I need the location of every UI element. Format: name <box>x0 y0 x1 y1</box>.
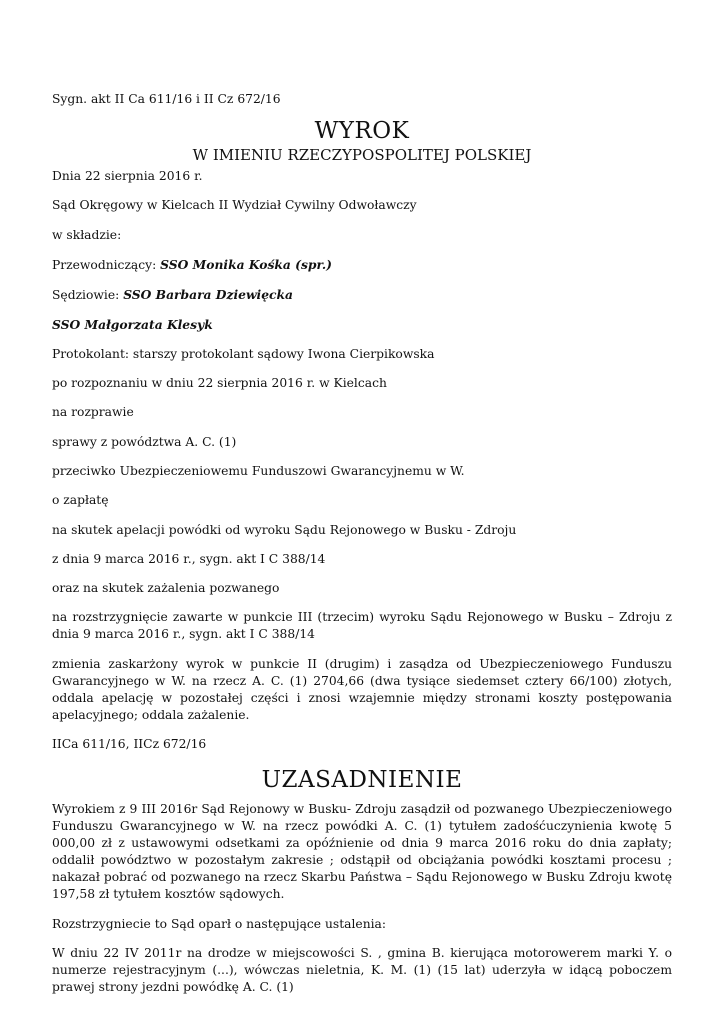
case-line: sprawy z powództwa A. C. (1) <box>52 434 237 449</box>
ruling-paragraph: zmienia zaskarżony wyrok w punkcie II (drugim) i zasądza od Ubezpieczeniowego Funduszu Gwarancyjnego w W. na rzecz A. C. (1) 2704,66 (dwa tysiące siedemset cztery 66/100) złotych, oddala apelację w pozostałej części i znosi wzajemnie między stronami koszty postępowania apelacyjnego; oddala zażalenie. <box>52 656 672 722</box>
session-line: na rozprawie <box>52 405 134 420</box>
justification-paragraph-2: Rozstrzygniecie to Sąd oparł o następujące ustalenia: <box>52 916 387 931</box>
against-line: przeciwko Ubezpieczeniowemu Funduszowi Gwarancyjnemu w W. <box>52 463 465 478</box>
hearing-line: po rozpoznaniu w dniu 22 sierpnia 2016 r. w Kielcach <box>52 376 387 391</box>
judges-line <box>52 286 672 304</box>
chair-name: SSO Monika Kośka (spr.) <box>160 256 332 272</box>
complaint-subject-paragraph: na rozstrzygnięcie zawarte w punkcie III (trzecim) wyroku Sądu Rejonowego w Busku – Zdroju z dnia 9 marca 2016 r., sygn. akt I C 388/14 <box>52 610 672 642</box>
appeal-line: na skutek apelacji powódki od wyroku Sądu Rejonowego w Busku - Zdroju <box>52 522 517 537</box>
appeal-date-line: z dnia 9 marca 2016 r., sygn. akt I C 388/14 <box>52 551 326 566</box>
case-signature: Sygn. akt II Ca 611/16 i II Cz 672/16 <box>52 92 281 106</box>
composition-label: w składzie: <box>52 227 122 242</box>
chair-line <box>52 256 672 274</box>
complaint-line: oraz na skutek zażalenia pozwanego <box>52 581 280 596</box>
case-signature-2: IICa 611/16, IICz 672/16 <box>52 737 207 752</box>
chair-label: Przewodniczący: <box>52 257 161 272</box>
judgment-subtitle: W IMIENIU RZECZYPOSPOLITEJ POLSKIEJ <box>192 146 532 164</box>
document-content <box>52 91 672 1008</box>
justification-paragraph-1: Wyrokiem z 9 III 2016r Sąd Rejonowy w Busku- Zdroju zasądził od pozwanego Ubezpieczeniowego Funduszu Gwarancyjnego w W. na rzecz powódki A. C. (1) tytułem zadośćuczynienia kwotę 5 000,00 zł z ustawowymi odsetkami za opóźnienie od dnia 9 marca 2016 roku do dnia zapłaty; oddalił powództwo w pozostałym zakresie ; odstąpił od obciążania powódki kosztami procesu ; nakazał pobrać od pozwanego na rzecz Skarbu Państwa – Sądu Rejonowego w Busku Zdroju kwotę 197,58 zł tytułem kosztów sądowych. <box>52 802 672 902</box>
judges-label: Sędziowie: <box>52 288 124 303</box>
judge-1-name: SSO Barbara Dziewięcka <box>123 287 294 303</box>
judge-2-name: SSO Małgorzata Klesyk <box>52 317 213 333</box>
justification-paragraph-3: W dniu 22 IV 2011r na drodze w miejscowości S. , gmina B. kierująca motorowerem marki Y. o numerze rejestracyjnym (...), wówczas nieletnia, K. M. (1) (15 lat) uderzyła w idącą poboczem prawej strony jezdni powódkę A. C. (1) <box>52 945 672 994</box>
justification-title: UZASADNIENIE <box>261 767 463 794</box>
judgment-title: WYROK <box>314 118 410 144</box>
clerk-line: Protokolant: starszy protokolant sądowy Iwona Cierpikowska <box>52 346 435 361</box>
court-name: Sąd Okręgowy w Kielcach II Wydział Cywilny Odwoławczy <box>52 198 417 213</box>
subject-line: o zapłatę <box>52 493 109 508</box>
judgment-date: Dnia 22 sierpnia 2016 r. <box>52 169 203 183</box>
